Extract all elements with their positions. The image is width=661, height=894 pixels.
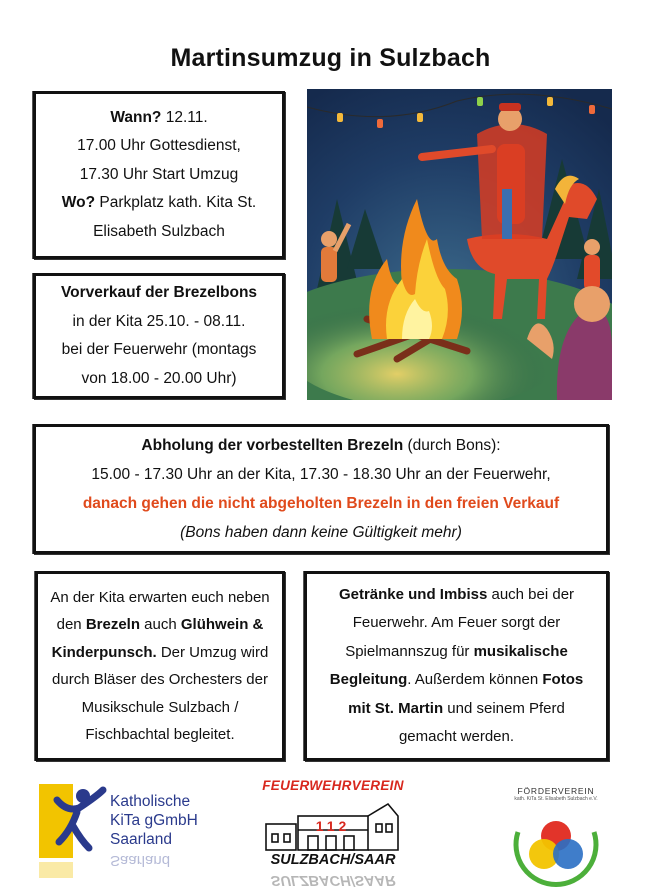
fw-bold-span: Getränke und Imbiss [338,585,488,603]
fw-bold-span: Fotos [542,671,584,688]
presale-line: in der Kita 25.10. - 08.11. [72,312,246,330]
kita-figure-icon [37,782,107,882]
bonfire-rider-image [307,89,612,400]
service-time: 17.00 Uhr Gottesdienst, [77,137,241,155]
kita-text-line: Musikschule Sulzbach / [81,698,239,716]
presale-line: bei der Feuerwehr (montags [61,341,257,358]
info-box-presale [33,273,285,399]
foerderverein-circles-icon [510,802,602,892]
fw-logo-reflection: SULZBACH/SAAR [270,872,396,888]
feuerwehrverein-logo [258,778,408,894]
presale-line: von 18.00 - 20.00 Uhr) [81,369,237,387]
info-box-pickup [33,424,609,554]
info-box-when-where [33,91,285,259]
fw-bold-span: mit St. Martin [348,699,444,717]
kita-logo-text [110,792,198,849]
pickup-note: (Bons haben dann keine Gültigkeit mehr) [180,524,462,541]
fw-text-span: Spielmannszug für [345,642,474,660]
fw-logo-location: SULZBACH/SAAR [270,852,396,868]
fw-text-line: Feuerwehr. Am Feuer sorgt der [352,614,561,631]
fw-bold-span: Begleitung [329,671,408,688]
kita-text-line: An der Kita erwarten euch neben [50,588,270,606]
when-value: 12.11. [161,108,208,126]
where-label: Wo? [61,194,96,212]
fw-bold-span: musikalische [473,642,568,660]
fv-logo-title: FÖRDERVEREIN [517,786,595,796]
kita-logo-line: KiTa gGmbH [110,812,198,829]
where-value: Parkplatz kath. Kita St. [95,194,257,212]
fw-text-span: . Außerdem können [407,671,543,688]
presale-heading: Vorverkauf der Brezelbons [60,284,258,301]
kita-logo [37,782,217,882]
start-time: 17.30 Uhr Start Umzug [79,165,239,183]
kita-logo-line: Katholische [110,793,191,810]
pickup-times: 15.00 - 17.30 Uhr an der Kita, 17.30 - 18.30 Uhr an der Feuerwehr, [91,466,551,483]
kita-logo-reflection: Saarland [110,852,171,869]
fw-logo-number: 112 [315,818,351,834]
pickup-warning: danach gehen die nicht abgeholten Brezeln in den freien Verkauf [82,495,560,512]
foerderverein-logo [510,780,602,892]
pickup-heading-suffix: (durch Bons): [403,437,501,454]
kita-text-span: auch [140,616,181,633]
st-martin-illustration [307,89,612,400]
fw-text-span: und seinem Pferd [443,699,565,717]
kita-text-line: Fischbachtal begleitet. [85,726,235,743]
info-box-feuerwehr [304,571,609,761]
kita-text-line: durch Bläser des Orchesters der [52,671,268,688]
where-value-cont: Elisabeth Sulzbach [93,222,225,240]
kita-logo-line: Saarland [110,831,173,848]
fv-logo-subtitle: kath. KiTa St. Elisabeth Sulzbach e.V. [514,796,598,802]
fw-logo-title: FEUERWEHRVEREIN [262,778,404,793]
when-label: Wann? [110,108,162,126]
kita-bold-span: Kinderpunsch. [51,643,157,661]
pickup-heading: Abholung der vorbestellten Brezeln [141,437,404,454]
kita-bold-span: Brezeln [85,616,140,633]
info-box-kita [35,571,285,761]
page-title: Martinsumzug in Sulzbach [170,44,491,72]
kita-text-span: Der Umzug wird [156,643,269,661]
fw-text-span: auch bei der [487,585,575,603]
fw-text-line: gemacht werden. [398,728,515,745]
kita-bold-span: Glühwein & [180,616,264,633]
kita-text-span: den [56,616,86,633]
